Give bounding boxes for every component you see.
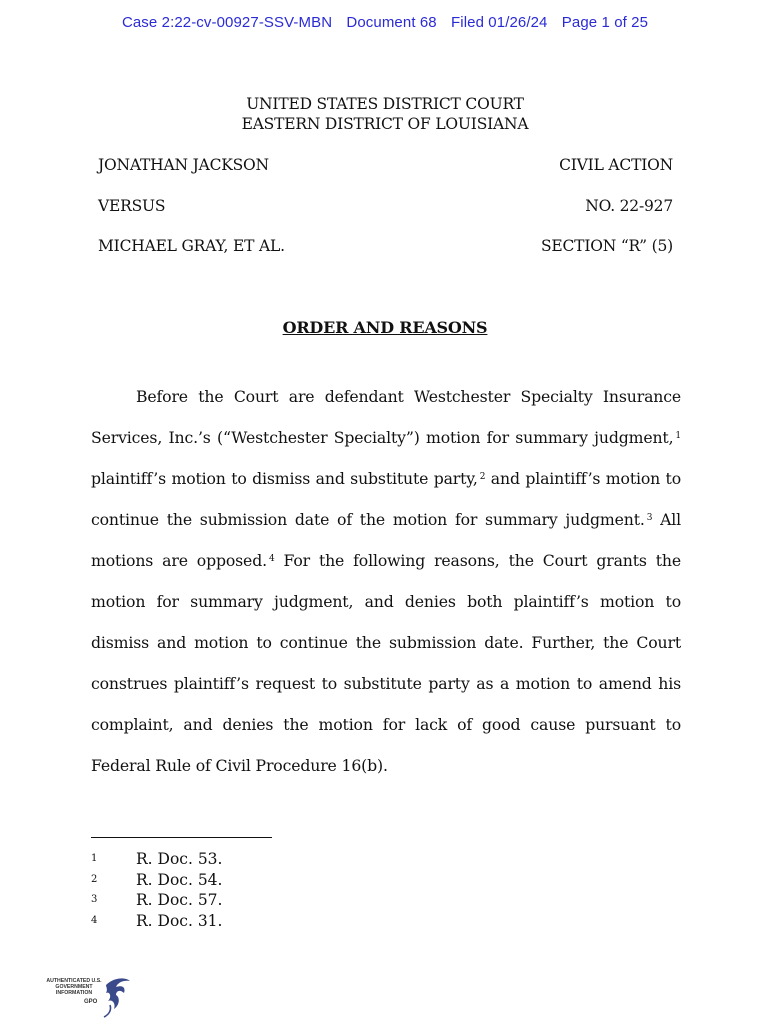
footnote-divider bbox=[91, 837, 272, 838]
gpo-seal-text: AUTHENTICATED U.S. GOVERNMENT INFORMATION bbox=[46, 978, 102, 996]
document-title: ORDER AND REASONS bbox=[282, 318, 488, 337]
footnote bbox=[91, 912, 222, 933]
plaintiff-name: JONATHAN JACKSON bbox=[98, 156, 269, 174]
eagle-icon bbox=[102, 975, 132, 1019]
body-text-2: plaintiff’s motion to dismiss and substitute party, bbox=[91, 469, 478, 488]
footnote-number: 4 bbox=[91, 915, 98, 927]
case-number: Case 2:22-cv-00927-SSV-MBN bbox=[121, 14, 333, 31]
footnote-text: R. Doc. 57. bbox=[136, 891, 223, 910]
footnote bbox=[91, 871, 222, 892]
document-number: Document 68 bbox=[346, 14, 437, 31]
body-text-5: For the following reasons, the Court grants the motion for summary judgment, and denies both plaintiff’s motion to dismiss and motion to continue the submission date. Further, the Court construes plaintiff’s request to substitute party as a motion to amend his complaint, and denies the motion for lack of good cause pursuant to Federal Rule of Civil Procedure 16(b). bbox=[91, 551, 682, 775]
caption-row-1 bbox=[98, 156, 673, 174]
footnote-text: R. Doc. 53. bbox=[136, 850, 223, 868]
footnote-ref-1[interactable]: 1 bbox=[675, 431, 681, 441]
caption-row-2 bbox=[98, 197, 673, 215]
footnotes bbox=[91, 850, 222, 933]
case-no: NO. 22-927 bbox=[585, 197, 673, 215]
footnote-ref-3[interactable]: 3 bbox=[646, 513, 653, 523]
court-line-2: EASTERN DISTRICT OF LOUISIANA bbox=[241, 115, 529, 133]
section-label: SECTION “R” (5) bbox=[540, 237, 673, 255]
filing-header bbox=[0, 14, 770, 31]
versus-label: VERSUS bbox=[98, 197, 166, 215]
footnote-number: 3 bbox=[91, 894, 98, 906]
civil-action-label: CIVIL ACTION bbox=[559, 156, 673, 174]
body-text-4: All motions are opposed. bbox=[91, 510, 681, 570]
page-count: Page 1 of 25 bbox=[561, 14, 649, 31]
footnote-text: R. Doc. 54. bbox=[136, 870, 223, 889]
gpo-authentication-seal bbox=[44, 975, 134, 1019]
footnote bbox=[91, 891, 222, 912]
footnote-ref-4[interactable]: 4 bbox=[268, 554, 275, 564]
gpo-label: GPO bbox=[84, 999, 98, 1005]
footnote-ref-2[interactable]: 2 bbox=[479, 472, 486, 482]
body-paragraph bbox=[91, 376, 681, 786]
defendant-name: MICHAEL GRAY, ET AL. bbox=[98, 237, 285, 255]
court-line-1: UNITED STATES DISTRICT COURT bbox=[246, 95, 524, 113]
footnote-number: 2 bbox=[91, 873, 98, 885]
footnote-number: 1 bbox=[91, 853, 98, 864]
body-text-1: Before the Court are defendant Westchester Specialty Insurance Services, Inc.’s (“Westchester Specialty”) motion for summary judgment, bbox=[91, 387, 681, 447]
footnote-text: R. Doc. 31. bbox=[136, 912, 223, 931]
footnote bbox=[91, 850, 222, 871]
caption-row-3 bbox=[98, 237, 673, 255]
court-name bbox=[0, 94, 770, 134]
filed-date: Filed 01/26/24 bbox=[451, 14, 548, 31]
body-text-3: and plaintiff’s motion to continue the submission date of the motion for summary judgment. bbox=[91, 469, 681, 529]
